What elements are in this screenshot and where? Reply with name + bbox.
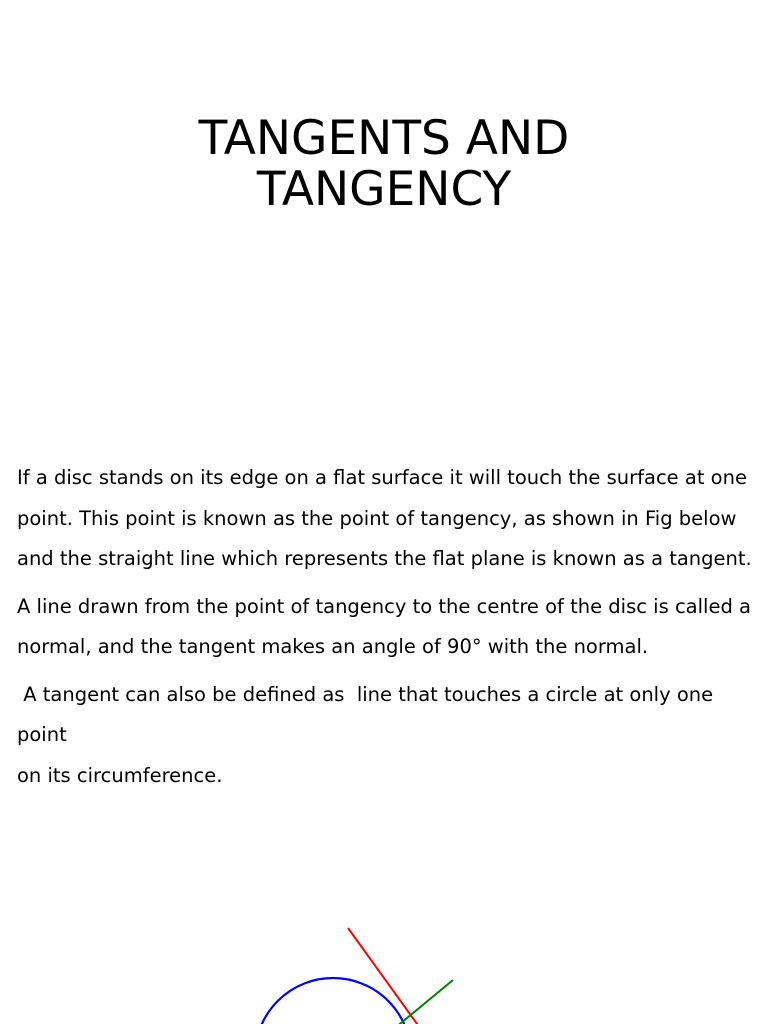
text-line: normal, and the tangent makes an angle of 90° with the normal. [17, 635, 649, 658]
tangent-figure [0, 900, 768, 1024]
text-line: and the straight line which represents the flat plane is known as a tangent. [17, 547, 752, 570]
text-line: on its circumference. [17, 763, 223, 787]
text-line: point. This point is known as the point of tangency, as shown in Fig below [17, 506, 737, 530]
slide-title-line-1: TANGENTS AND [198, 111, 570, 166]
paragraph-tangent-definition [17, 675, 757, 797]
text-line: If a disc stands on its edge on a flat surface it will touch the surface at one [17, 466, 747, 489]
body-text [17, 458, 757, 803]
text-line: A tangent can also be defined as line that touches a circle at only one point [17, 682, 720, 746]
slide-title-line-2: TANGENCY [256, 162, 512, 217]
tangent-line [395, 980, 453, 1024]
tangent-diagram [0, 900, 768, 1024]
paragraph-normal [17, 587, 757, 668]
slide-title [0, 113, 768, 215]
paragraph-definition [17, 458, 757, 580]
text-line: A line drawn from the point of tangency to the centre of the disc is called a [17, 594, 751, 618]
disc-circle [255, 978, 411, 1024]
normal-line [348, 928, 420, 1024]
